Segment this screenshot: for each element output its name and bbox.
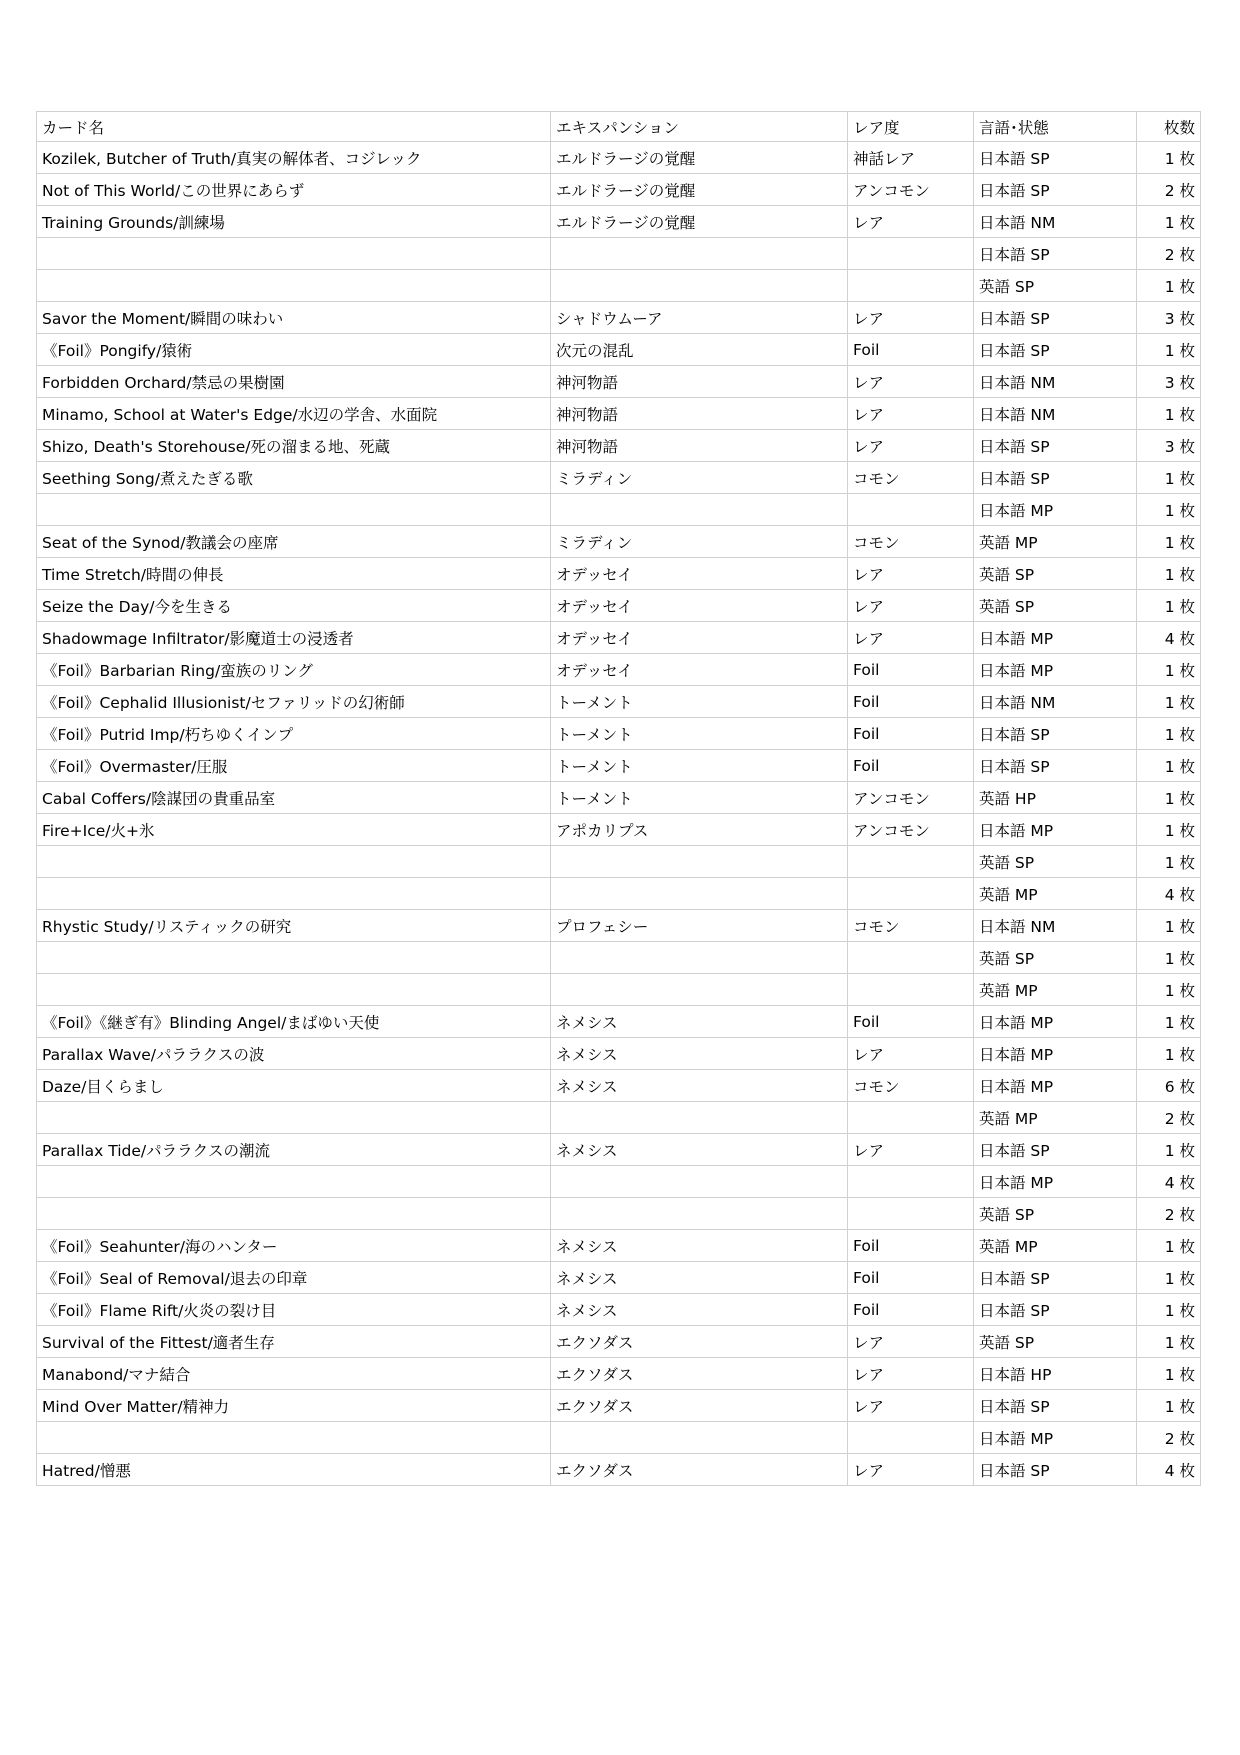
table-row: [37, 334, 1201, 366]
cell-rarity: [848, 494, 974, 526]
cell-quantity: 1 枚: [1137, 206, 1201, 238]
table-row: [37, 846, 1201, 878]
cell-expansion: [551, 1198, 848, 1230]
cell-quantity: 3 枚: [1137, 302, 1201, 334]
cell-card-name: Forbidden Orchard/禁忌の果樹園: [37, 366, 551, 398]
cell-expansion: ネメシス: [551, 1134, 848, 1166]
table-row: [37, 974, 1201, 1006]
cell-expansion: [551, 1166, 848, 1198]
cell-expansion: ネメシス: [551, 1294, 848, 1326]
cell-quantity: 1 枚: [1137, 1134, 1201, 1166]
cell-rarity: Foil: [848, 1230, 974, 1262]
cell-language-condition: 英語 MP: [974, 1230, 1137, 1262]
table-row: [37, 526, 1201, 558]
cell-language-condition: 日本語 SP: [974, 1262, 1137, 1294]
cell-language-condition: 英語 MP: [974, 526, 1137, 558]
cell-rarity: [848, 846, 974, 878]
cell-language-condition: 日本語 MP: [974, 814, 1137, 846]
cell-card-name: [37, 270, 551, 302]
cell-quantity: 1 枚: [1137, 718, 1201, 750]
cell-expansion: エルドラージの覚醒: [551, 174, 848, 206]
cell-quantity: 1 枚: [1137, 1006, 1201, 1038]
cell-rarity: レア: [848, 1326, 974, 1358]
cell-rarity: レア: [848, 1390, 974, 1422]
cell-language-condition: 日本語 MP: [974, 1070, 1137, 1102]
table-row: [37, 494, 1201, 526]
cell-quantity: 1 枚: [1137, 846, 1201, 878]
table-row: [37, 1454, 1201, 1486]
cell-rarity: [848, 1166, 974, 1198]
cell-rarity: [848, 942, 974, 974]
cell-language-condition: 日本語 SP: [974, 462, 1137, 494]
cell-rarity: アンコモン: [848, 814, 974, 846]
cell-quantity: 1 枚: [1137, 398, 1201, 430]
cell-card-name: Survival of the Fittest/適者生存: [37, 1326, 551, 1358]
cell-language-condition: 日本語 MP: [974, 1166, 1137, 1198]
cell-rarity: Foil: [848, 1262, 974, 1294]
cell-expansion: [551, 1102, 848, 1134]
table-row: [37, 590, 1201, 622]
cell-quantity: 1 枚: [1137, 494, 1201, 526]
cell-quantity: 1 枚: [1137, 1326, 1201, 1358]
table-row: [37, 782, 1201, 814]
table-row: [37, 206, 1201, 238]
cell-card-name: Shizo, Death's Storehouse/死の溜まる地、死蔵: [37, 430, 551, 462]
table-row: [37, 1070, 1201, 1102]
cell-card-name: Hatred/憎悪: [37, 1454, 551, 1486]
cell-rarity: [848, 974, 974, 1006]
cell-rarity: レア: [848, 366, 974, 398]
cell-language-condition: 日本語 SP: [974, 174, 1137, 206]
cell-quantity: 1 枚: [1137, 750, 1201, 782]
cell-rarity: コモン: [848, 526, 974, 558]
cell-expansion: ネメシス: [551, 1230, 848, 1262]
cell-language-condition: 英語 SP: [974, 590, 1137, 622]
cell-expansion: [551, 270, 848, 302]
cell-quantity: 1 枚: [1137, 142, 1201, 174]
cell-language-condition: 英語 SP: [974, 942, 1137, 974]
table-row: [37, 174, 1201, 206]
table-row: [37, 1134, 1201, 1166]
cell-language-condition: 日本語 NM: [974, 366, 1137, 398]
header-quantity: 枚数: [1137, 112, 1201, 142]
table-row: [37, 270, 1201, 302]
cell-card-name: Fire+Ice/火+氷: [37, 814, 551, 846]
cell-expansion: [551, 878, 848, 910]
cell-expansion: [551, 974, 848, 1006]
cell-expansion: 次元の混乱: [551, 334, 848, 366]
table-row: [37, 142, 1201, 174]
cell-expansion: 神河物語: [551, 398, 848, 430]
cell-rarity: Foil: [848, 686, 974, 718]
cell-language-condition: 日本語 SP: [974, 1134, 1137, 1166]
cell-quantity: 2 枚: [1137, 1422, 1201, 1454]
header-rarity: レア度: [848, 112, 974, 142]
cell-rarity: [848, 1102, 974, 1134]
table-row: [37, 1326, 1201, 1358]
cell-card-name: [37, 1198, 551, 1230]
table-row: [37, 462, 1201, 494]
cell-quantity: 1 枚: [1137, 270, 1201, 302]
cell-expansion: [551, 846, 848, 878]
cell-language-condition: 日本語 SP: [974, 334, 1137, 366]
cell-rarity: 神話レア: [848, 142, 974, 174]
cell-quantity: 1 枚: [1137, 1294, 1201, 1326]
cell-expansion: [551, 238, 848, 270]
cell-expansion: ミラディン: [551, 526, 848, 558]
cell-rarity: Foil: [848, 654, 974, 686]
cell-quantity: 1 枚: [1137, 1230, 1201, 1262]
cell-rarity: アンコモン: [848, 782, 974, 814]
cell-quantity: 1 枚: [1137, 910, 1201, 942]
cell-expansion: 神河物語: [551, 430, 848, 462]
table-row: [37, 910, 1201, 942]
cell-expansion: [551, 494, 848, 526]
cell-language-condition: 日本語 SP: [974, 1294, 1137, 1326]
cell-language-condition: 日本語 MP: [974, 1006, 1137, 1038]
header-expansion: エキスパンション: [551, 112, 848, 142]
table-row: [37, 718, 1201, 750]
cell-card-name: 《Foil》Overmaster/圧服: [37, 750, 551, 782]
cell-language-condition: 日本語 NM: [974, 206, 1137, 238]
cell-quantity: 1 枚: [1137, 590, 1201, 622]
cell-rarity: Foil: [848, 750, 974, 782]
cell-quantity: 3 枚: [1137, 430, 1201, 462]
cell-expansion: [551, 1422, 848, 1454]
table-row: [37, 750, 1201, 782]
cell-expansion: エルドラージの覚醒: [551, 142, 848, 174]
cell-rarity: レア: [848, 558, 974, 590]
table-row: [37, 558, 1201, 590]
table-row: [37, 1422, 1201, 1454]
cell-language-condition: 日本語 MP: [974, 622, 1137, 654]
cell-expansion: エクソダス: [551, 1454, 848, 1486]
cell-card-name: Time Stretch/時間の伸長: [37, 558, 551, 590]
cell-language-condition: 英語 SP: [974, 846, 1137, 878]
cell-card-name: Parallax Tide/パララクスの潮流: [37, 1134, 551, 1166]
cell-expansion: トーメント: [551, 718, 848, 750]
cell-card-name: 《Foil》Putrid Imp/朽ちゆくインプ: [37, 718, 551, 750]
cell-expansion: シャドウムーア: [551, 302, 848, 334]
cell-quantity: 1 枚: [1137, 782, 1201, 814]
cell-quantity: 1 枚: [1137, 974, 1201, 1006]
cell-language-condition: 日本語 SP: [974, 1390, 1137, 1422]
cell-card-name: Kozilek, Butcher of Truth/真実の解体者、コジレック: [37, 142, 551, 174]
cell-quantity: 4 枚: [1137, 878, 1201, 910]
cell-card-name: [37, 1166, 551, 1198]
cell-rarity: アンコモン: [848, 174, 974, 206]
table-row: [37, 1294, 1201, 1326]
cell-card-name: 《Foil》Seal of Removal/退去の印章: [37, 1262, 551, 1294]
cell-expansion: オデッセイ: [551, 654, 848, 686]
cell-card-name: [37, 974, 551, 1006]
cell-card-name: Training Grounds/訓練場: [37, 206, 551, 238]
cell-language-condition: 日本語 SP: [974, 238, 1137, 270]
cell-quantity: 2 枚: [1137, 1102, 1201, 1134]
cell-rarity: コモン: [848, 1070, 974, 1102]
cell-expansion: トーメント: [551, 782, 848, 814]
cell-expansion: エクソダス: [551, 1326, 848, 1358]
table-row: [37, 942, 1201, 974]
cell-card-name: Parallax Wave/パララクスの波: [37, 1038, 551, 1070]
cell-language-condition: 日本語 MP: [974, 1422, 1137, 1454]
cell-card-name: 《Foil》Cephalid Illusionist/セファリッドの幻術師: [37, 686, 551, 718]
cell-rarity: レア: [848, 206, 974, 238]
cell-quantity: 1 枚: [1137, 1038, 1201, 1070]
cell-quantity: 3 枚: [1137, 366, 1201, 398]
cell-language-condition: 日本語 NM: [974, 686, 1137, 718]
cell-card-name: Not of This World/この世界にあらず: [37, 174, 551, 206]
cell-rarity: [848, 270, 974, 302]
cell-language-condition: 日本語 SP: [974, 718, 1137, 750]
cell-language-condition: 日本語 HP: [974, 1358, 1137, 1390]
cell-rarity: Foil: [848, 1006, 974, 1038]
cell-expansion: オデッセイ: [551, 558, 848, 590]
cell-expansion: エクソダス: [551, 1358, 848, 1390]
cell-card-name: Daze/目くらまし: [37, 1070, 551, 1102]
cell-card-name: Shadowmage Infiltrator/影魔道士の浸透者: [37, 622, 551, 654]
cell-rarity: [848, 1422, 974, 1454]
cell-rarity: コモン: [848, 462, 974, 494]
cell-expansion: [551, 942, 848, 974]
header-row: [37, 112, 1201, 142]
cell-card-name: [37, 494, 551, 526]
cell-language-condition: 日本語 NM: [974, 398, 1137, 430]
cell-card-name: Cabal Coffers/陰謀団の貴重品室: [37, 782, 551, 814]
cell-language-condition: 英語 MP: [974, 974, 1137, 1006]
cell-expansion: ネメシス: [551, 1070, 848, 1102]
cell-card-name: Seat of the Synod/教議会の座席: [37, 526, 551, 558]
cell-quantity: 1 枚: [1137, 1358, 1201, 1390]
cell-card-name: [37, 238, 551, 270]
cell-card-name: [37, 1102, 551, 1134]
cell-rarity: レア: [848, 1454, 974, 1486]
cell-quantity: 4 枚: [1137, 1454, 1201, 1486]
cell-quantity: 1 枚: [1137, 686, 1201, 718]
cell-card-name: [37, 878, 551, 910]
cell-expansion: オデッセイ: [551, 622, 848, 654]
cell-quantity: 4 枚: [1137, 1166, 1201, 1198]
cell-rarity: Foil: [848, 718, 974, 750]
table-row: [37, 1006, 1201, 1038]
cell-expansion: アポカリプス: [551, 814, 848, 846]
table-row: [37, 1390, 1201, 1422]
cell-expansion: ネメシス: [551, 1006, 848, 1038]
cell-card-name: Seething Song/煮えたぎる歌: [37, 462, 551, 494]
table-row: [37, 366, 1201, 398]
cell-card-name: 《Foil》Flame Rift/火炎の裂け目: [37, 1294, 551, 1326]
cell-expansion: トーメント: [551, 750, 848, 782]
cell-expansion: オデッセイ: [551, 590, 848, 622]
table-row: [37, 398, 1201, 430]
table-row: [37, 302, 1201, 334]
cell-card-name: Manabond/マナ結合: [37, 1358, 551, 1390]
cell-quantity: 1 枚: [1137, 942, 1201, 974]
cell-card-name: Seize the Day/今を生きる: [37, 590, 551, 622]
cell-language-condition: 英語 SP: [974, 558, 1137, 590]
cell-language-condition: 日本語 MP: [974, 1038, 1137, 1070]
cell-card-name: 《Foil》Pongify/猿術: [37, 334, 551, 366]
cell-card-name: [37, 846, 551, 878]
table-row: [37, 1230, 1201, 1262]
table-row: [37, 654, 1201, 686]
cell-card-name: [37, 942, 551, 974]
cell-language-condition: 英語 MP: [974, 1102, 1137, 1134]
cell-card-name: Rhystic Study/リスティックの研究: [37, 910, 551, 942]
cell-rarity: レア: [848, 1134, 974, 1166]
table-row: [37, 622, 1201, 654]
cell-quantity: 1 枚: [1137, 558, 1201, 590]
cell-quantity: 1 枚: [1137, 1262, 1201, 1294]
cell-card-name: 《Foil》Seahunter/海のハンター: [37, 1230, 551, 1262]
cell-language-condition: 英語 SP: [974, 270, 1137, 302]
cell-rarity: レア: [848, 430, 974, 462]
cell-rarity: レア: [848, 622, 974, 654]
table-row: [37, 686, 1201, 718]
cell-quantity: 1 枚: [1137, 334, 1201, 366]
cell-rarity: レア: [848, 590, 974, 622]
cell-quantity: 2 枚: [1137, 1198, 1201, 1230]
table-row: [37, 1358, 1201, 1390]
header-language-condition: 言語･状態: [974, 112, 1137, 142]
cell-expansion: ネメシス: [551, 1038, 848, 1070]
cell-expansion: エルドラージの覚醒: [551, 206, 848, 238]
cell-card-name: 《Foil》《継ぎ有》Blinding Angel/まばゆい天使: [37, 1006, 551, 1038]
header-card-name: カード名: [37, 112, 551, 142]
table-row: [37, 1262, 1201, 1294]
cell-quantity: 1 枚: [1137, 1390, 1201, 1422]
card-inventory-table: [36, 111, 1201, 1486]
cell-expansion: 神河物語: [551, 366, 848, 398]
cell-rarity: レア: [848, 1358, 974, 1390]
cell-quantity: 2 枚: [1137, 174, 1201, 206]
cell-expansion: トーメント: [551, 686, 848, 718]
cell-quantity: 1 枚: [1137, 814, 1201, 846]
cell-rarity: レア: [848, 302, 974, 334]
cell-quantity: 1 枚: [1137, 526, 1201, 558]
cell-language-condition: 日本語 SP: [974, 430, 1137, 462]
cell-card-name: [37, 1422, 551, 1454]
table-row: [37, 1038, 1201, 1070]
cell-language-condition: 日本語 MP: [974, 654, 1137, 686]
table-row: [37, 430, 1201, 462]
cell-expansion: ネメシス: [551, 1262, 848, 1294]
cell-rarity: コモン: [848, 910, 974, 942]
cell-language-condition: 英語 SP: [974, 1198, 1137, 1230]
table-row: [37, 878, 1201, 910]
cell-language-condition: 日本語 MP: [974, 494, 1137, 526]
cell-card-name: Minamo, School at Water's Edge/水辺の学舎、水面院: [37, 398, 551, 430]
cell-language-condition: 英語 SP: [974, 1326, 1137, 1358]
cell-rarity: [848, 878, 974, 910]
cell-card-name: Mind Over Matter/精神力: [37, 1390, 551, 1422]
cell-language-condition: 英語 HP: [974, 782, 1137, 814]
cell-card-name: Savor the Moment/瞬間の味わい: [37, 302, 551, 334]
cell-quantity: 1 枚: [1137, 462, 1201, 494]
cell-rarity: レア: [848, 398, 974, 430]
cell-quantity: 6 枚: [1137, 1070, 1201, 1102]
cell-rarity: Foil: [848, 1294, 974, 1326]
cell-expansion: エクソダス: [551, 1390, 848, 1422]
cell-language-condition: 英語 MP: [974, 878, 1137, 910]
table-row: [37, 1198, 1201, 1230]
cell-expansion: ミラディン: [551, 462, 848, 494]
table-row: [37, 1166, 1201, 1198]
cell-quantity: 4 枚: [1137, 622, 1201, 654]
cell-expansion: プロフェシー: [551, 910, 848, 942]
cell-rarity: レア: [848, 1038, 974, 1070]
table-row: [37, 238, 1201, 270]
cell-language-condition: 日本語 SP: [974, 142, 1137, 174]
table-row: [37, 1102, 1201, 1134]
cell-language-condition: 日本語 SP: [974, 302, 1137, 334]
cell-language-condition: 日本語 SP: [974, 1454, 1137, 1486]
table-row: [37, 814, 1201, 846]
cell-card-name: 《Foil》Barbarian Ring/蛮族のリング: [37, 654, 551, 686]
cell-quantity: 2 枚: [1137, 238, 1201, 270]
cell-language-condition: 日本語 SP: [974, 750, 1137, 782]
cell-rarity: [848, 1198, 974, 1230]
cell-rarity: Foil: [848, 334, 974, 366]
cell-rarity: [848, 238, 974, 270]
cell-language-condition: 日本語 NM: [974, 910, 1137, 942]
cell-quantity: 1 枚: [1137, 654, 1201, 686]
